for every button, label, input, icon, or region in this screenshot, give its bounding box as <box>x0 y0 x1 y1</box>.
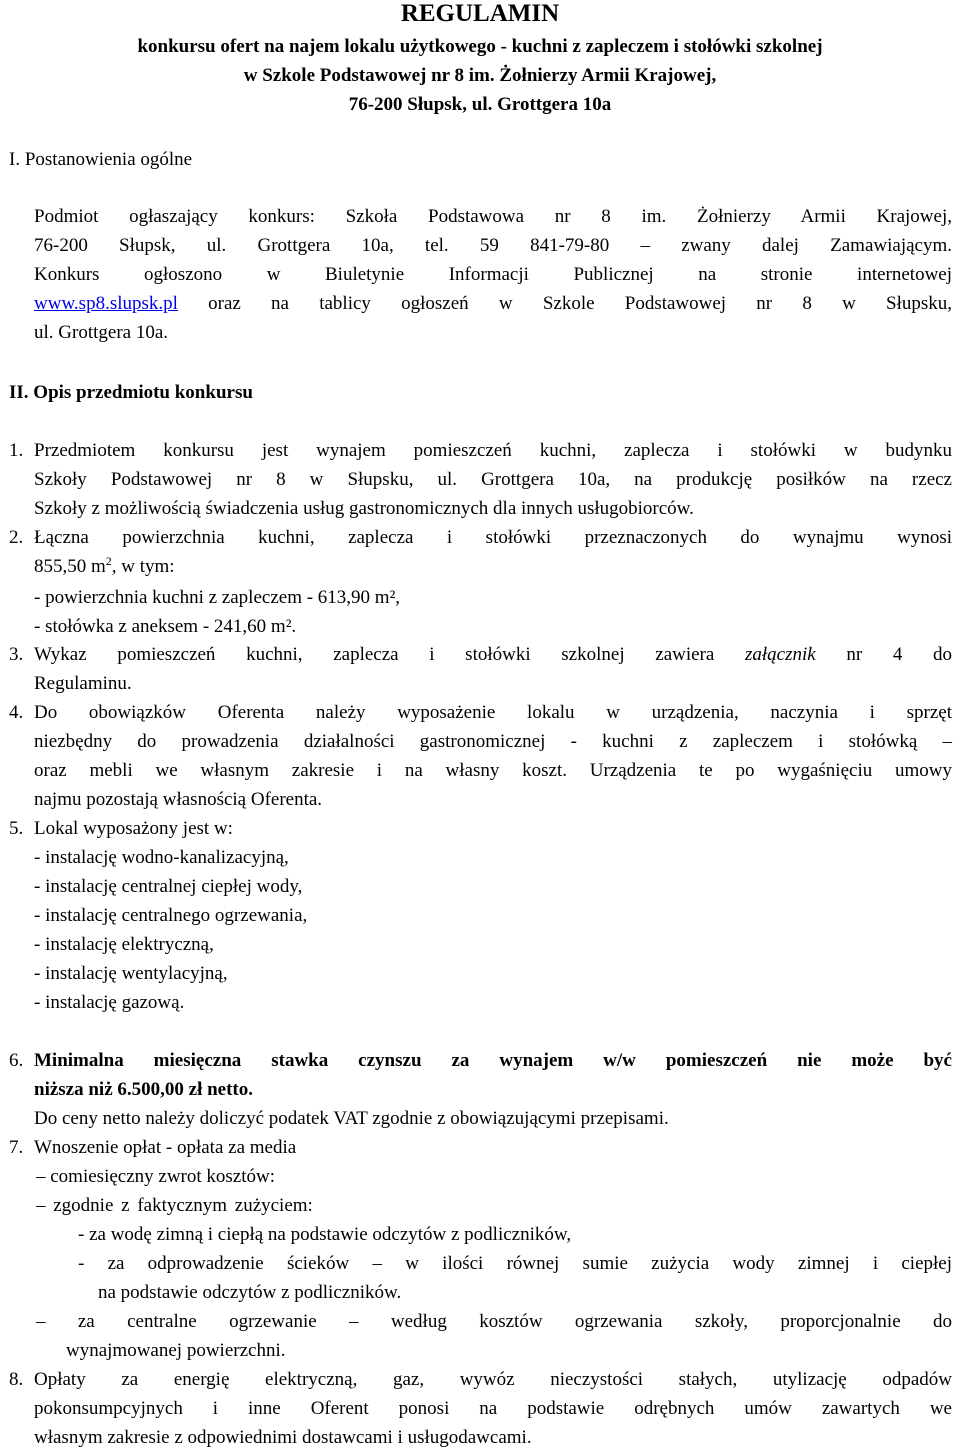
item-8-line-3: własnym zakresie z odpowiednimi dostawcami i usługodawcami. <box>34 1427 532 1448</box>
subtitle-line-3: 76-200 Słupsk, ul. Grottgera 10a <box>348 94 612 115</box>
item-4-line-1: Do obowiązków Oferenta należy wyposażenie lokalu w urządzenia, naczynia i sprzęt <box>34 702 952 723</box>
section-1-heading: I. Postanowienia ogólne <box>9 149 193 170</box>
installation-item: - instalację wodno-kanalizacyjną, <box>34 847 289 868</box>
section-1-line-1: Podmiot ogłaszający konkurs: Szkoła Podstawowa nr 8 im. Żołnierzy Armii Krajowej, <box>34 206 952 227</box>
item-2-number: 2. <box>9 527 24 548</box>
item-7-line-4: - za wodę zimną i ciepłą na podstawie odczytów z podliczników, <box>78 1224 572 1245</box>
section-1-line-5: ul. Grottgera 10a. <box>34 322 169 343</box>
section-2-heading: II. Opis przedmiotu konkursu <box>9 382 253 403</box>
document-title: REGULAMIN <box>400 0 560 27</box>
item-4-line-2: niezbędny do prowadzenia działalności gastronomicznej - kuchni z zapleczem i stołówką – <box>34 731 952 752</box>
item-5-number: 5. <box>9 818 24 839</box>
item-7-line-5: - za odprowadzenie ścieków – w ilości równej sumie zużycia wody zimnej i ciepłej <box>78 1253 952 1274</box>
item-7-line-8: wynajmowanej powierzchni. <box>66 1340 286 1361</box>
item-8-line-2: pokonsumpcyjnych i inne Oferent ponosi na podstawie odrębnych umów zawartych we <box>34 1398 952 1419</box>
item-8-line-1: Opłaty za energię elektryczną, gaz, wywóz nieczystości stałych, utylizację odpadów <box>34 1369 952 1390</box>
item-6-number: 6. <box>9 1050 24 1071</box>
section-1-line-4 <box>34 290 952 318</box>
installation-item: - instalację centralnego ogrzewania, <box>34 905 308 926</box>
area-total-suffix: , w tym: <box>111 556 175 577</box>
item-1-number: 1. <box>9 440 24 461</box>
item-4-line-3: oraz mebli we własnym zakresie i na własny koszt. Urządzenia te po wygaśnięciu umowy <box>34 760 952 781</box>
item-5-line-1: Lokal wyposażony jest w: <box>34 818 233 839</box>
item-2-line-2 <box>34 553 175 581</box>
installation-item: - instalację wentylacyjną, <box>34 963 228 984</box>
item-2-line-3: - powierzchnia kuchni z zapleczem - 613,90 m², <box>34 587 401 608</box>
bip-website-link[interactable]: www.sp8.slupsk.pl <box>34 293 178 314</box>
item-8-number: 8. <box>9 1369 24 1390</box>
item-7-number: 7. <box>9 1137 24 1158</box>
section-1-line-3: Konkurs ogłoszono w Biuletynie Informacji Publicznej na stronie internetowej <box>34 264 952 285</box>
item-1-line-3: Szkoły z możliwością świadczenia usług gastronomicznych dla innych usługobiorców. <box>34 498 694 519</box>
item-6-line-1: Minimalna miesięczna stawka czynszu za wynajem w/w pomieszczeń nie może być <box>34 1050 952 1071</box>
section-1-line-4-text: oraz na tablicy ogłoszeń w Szkole Podstawowej nr 8 w Słupsku, <box>177 293 952 314</box>
item-6-line-3: Do ceny netto należy doliczyć podatek VAT zgodnie z obowiązującymi przepisami. <box>34 1108 669 1129</box>
item-2-line-4: - stołówka z aneksem - 241,60 m². <box>34 616 297 637</box>
area-superscript: 2 <box>105 554 112 568</box>
subtitle-line-1: konkursu ofert na najem lokalu użytkowego - kuchni z zapleczem i stołówki szkolnej <box>137 36 823 57</box>
item-4-line-4: najmu pozostają własnością Oferenta. <box>34 789 323 810</box>
item-7-line-7: – za centralne ogrzewanie – według kosztów ogrzewania szkoły, proporcjonalnie do <box>36 1311 952 1332</box>
item-3-number: 3. <box>9 644 24 665</box>
item-7-line-3: – zgodnie z faktycznym zużyciem: <box>36 1195 313 1216</box>
item-1-line-2: Szkoły Podstawowej nr 8 w Słupsku, ul. Grottgera 10a, na produkcję posiłków na rzecz <box>34 469 952 490</box>
item-7-line-1: Wnoszenie opłat - opłata za media <box>34 1137 297 1158</box>
installation-item: - instalację gazową. <box>34 992 185 1013</box>
item-3-line-1-end: nr 4 do <box>815 644 952 665</box>
area-total: 855,50 m <box>34 556 106 577</box>
item-3-line-1 <box>34 641 952 669</box>
item-1-line-1: Przedmiotem konkursu jest wynajem pomieszczeń kuchni, zaplecza i stołówki w budynku <box>34 440 952 461</box>
installation-item: - instalację centralnej ciepłej wody, <box>34 876 303 897</box>
installation-item: - instalację elektryczną, <box>34 934 214 955</box>
item-3-line-2: Regulaminu. <box>34 673 132 694</box>
section-1-line-2: 76-200 Słupsk, ul. Grottgera 10a, tel. 59 841-79-80 – zwany dalej Zamawiającym. <box>34 235 952 256</box>
item-2-line-1: Łączna powierzchnia kuchni, zaplecza i stołówki przeznaczonych do wynajmu wynosi <box>34 527 952 548</box>
item-3-line-1-text: Wykaz pomieszczeń kuchni, zaplecza i stołówki szkolnej zawiera <box>34 644 745 665</box>
item-4-number: 4. <box>9 702 24 723</box>
item-7-line-6: na podstawie odczytów z podliczników. <box>98 1282 402 1303</box>
item-6-line-2: niższa niż 6.500,00 zł netto. <box>34 1079 254 1100</box>
item-7-line-2: – comiesięczny zwrot kosztów: <box>36 1166 276 1187</box>
attachment-reference: załącznik <box>744 644 816 665</box>
subtitle-line-2: w Szkole Podstawowej nr 8 im. Żołnierzy Armii Krajowej, <box>243 65 717 86</box>
